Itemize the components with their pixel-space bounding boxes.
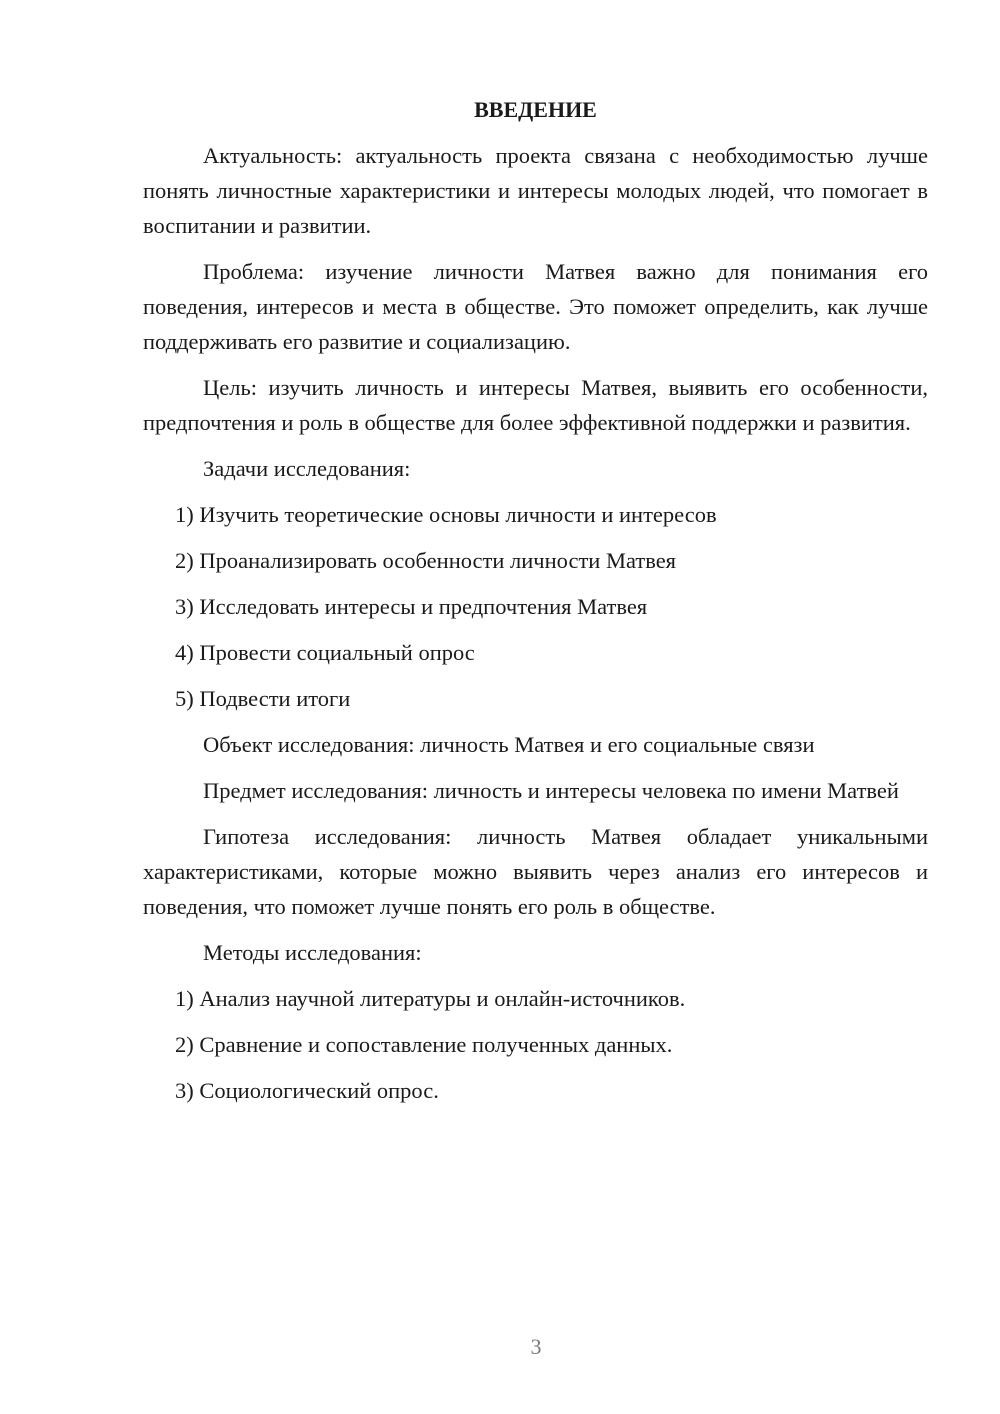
object-paragraph: Объект исследования: личность Матвея и его социальные связи — [203, 732, 815, 757]
list-item: 3) Исследовать интересы и предпочтения Матвея — [175, 594, 648, 619]
page-number: 3 — [530, 1334, 542, 1359]
hypothesis-paragraph: Гипотеза исследования: личность Матвея обладает уникальными характеристиками, которые можно выявить через анализ его интересов и поведения, что поможет лучше понять его роль в обществе. — [143, 824, 928, 919]
subject-paragraph: Предмет исследования: личность и интересы человека по имени Матвей — [203, 778, 899, 803]
goal-paragraph: Цель: изучить личность и интересы Матвея, выявить его особенности, предпочтения и роль в обществе для более эффективной поддержки и развития. — [143, 375, 928, 435]
page-content — [143, 92, 928, 1119]
problem-paragraph: Проблема: изучение личности Матвея важно для понимания его поведения, интересов и места в обществе. Это поможет определить, как лучше поддерживать его развитие и социализацию. — [143, 259, 928, 354]
list-item: 2) Сравнение и сопоставление полученных данных. — [175, 1032, 673, 1057]
methods-heading: Методы исследования: — [203, 940, 422, 965]
section-title: ВВЕДЕНИЕ — [474, 97, 597, 122]
methods-list — [143, 981, 928, 1108]
list-item: 1) Анализ научной литературы и онлайн-источников. — [175, 986, 686, 1011]
list-item: 2) Проанализировать особенности личности Матвея — [175, 548, 677, 573]
tasks-list — [143, 497, 928, 716]
tasks-heading: Задачи исследования: — [203, 456, 411, 481]
list-item: 5) Подвести итоги — [175, 686, 351, 711]
list-item: 3) Социологический опрос. — [175, 1078, 439, 1103]
relevance-paragraph: Актуальность: актуальность проекта связана с необходимостью лучше понять личностные характеристики и интересы молодых людей, что помогает в воспитании и развитии. — [143, 143, 928, 238]
list-item: 1) Изучить теоретические основы личности и интересов — [175, 502, 717, 527]
list-item: 4) Провести социальный опрос — [175, 640, 475, 665]
